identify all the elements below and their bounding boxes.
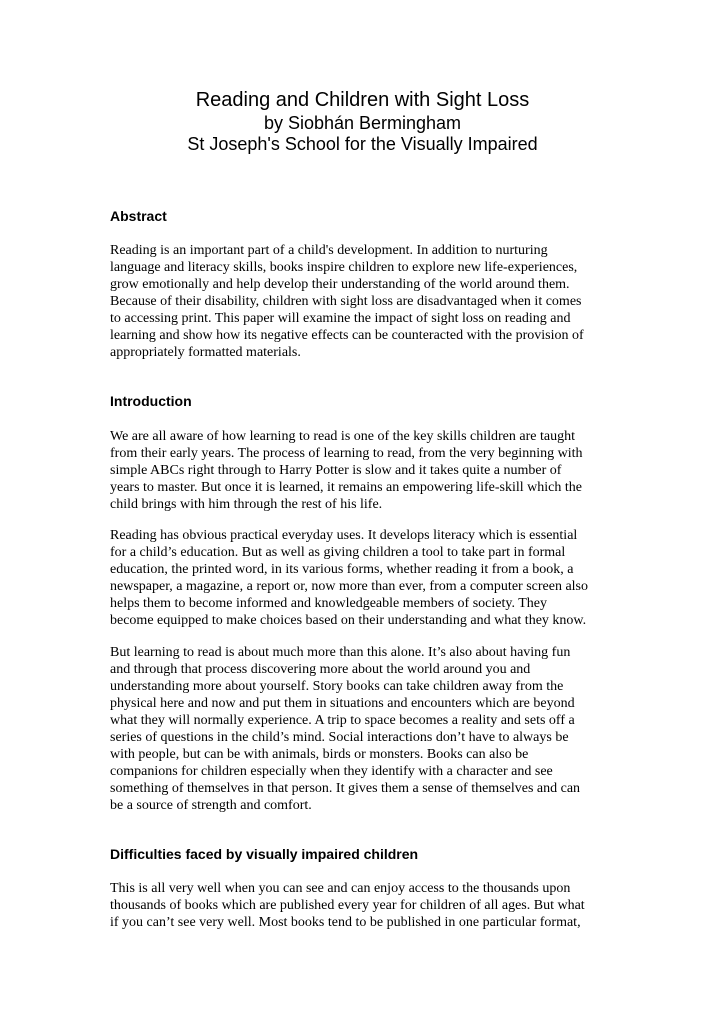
title-block (0, 88, 725, 155)
paper-author: by Siobhán Bermingham (263, 113, 462, 133)
text-line: to accessing print. This paper will examine the impact of sight loss on reading and (110, 311, 571, 326)
text-line: Because of their disability, children with sight loss are disadvantaged when it comes (110, 294, 582, 309)
text-line: This is all very well when you can see and can enjoy access to the thousands upon (110, 881, 571, 896)
text-line: for a child’s education. But as well as giving children a tool to take part in formal (110, 545, 566, 560)
difficulties-heading: Difficulties faced by visually impaired children (110, 846, 419, 862)
text-line: series of questions in the child’s mind. Social interactions don’t have to always be (110, 730, 569, 745)
text-line: We are all aware of how learning to read is one of the key skills children are taught (110, 429, 575, 444)
text-line: Reading is an important part of a child's development. In addition to nurturing (110, 243, 548, 258)
text-line: if you can’t see very well. Most books tend to be published in one particular format, (110, 915, 581, 930)
introduction-paragraph-1 (110, 428, 610, 513)
text-line: and through that process discovering more about the world around you and (110, 662, 531, 677)
text-line: years to master. But once it is learned, it remains an empowering life-skill which the (110, 480, 582, 495)
introduction-paragraph-2 (110, 527, 610, 629)
text-line: child brings with him through the rest of his life. (110, 497, 383, 512)
text-line: be a source of strength and comfort. (110, 798, 312, 813)
text-line: thousands of books which are published every year for children of all ages. But what (110, 898, 585, 913)
text-line: companions for children especially when they identify with a character and see (110, 764, 553, 779)
text-line: with people, but can be with animals, birds or monsters. Books can also be (110, 747, 529, 762)
text-line: language and literacy skills, books inspire children to explore new life-experiences, (110, 260, 578, 275)
text-line: But learning to read is about much more than this alone. It’s also about having fun (110, 645, 571, 660)
text-line: from their early years. The process of learning to read, from the very beginning with (110, 446, 583, 461)
text-line: education, the printed word, in its various forms, whether reading it from a book, a (110, 562, 574, 577)
introduction-paragraph-3 (110, 644, 610, 814)
abstract-paragraph (110, 242, 610, 361)
text-line: learning and show how its negative effects can be counteracted with the provision of (110, 328, 584, 343)
text-line: understanding more about yourself. Story books can take children away from the (110, 679, 564, 694)
introduction-heading: Introduction (110, 393, 192, 409)
text-line: simple ABCs right through to Harry Potter is slow and it takes quite a number of (110, 463, 562, 478)
text-line: grow emotionally and help develop their understanding of the world around them. (110, 277, 570, 292)
paper-title: Reading and Children with Sight Loss (195, 89, 530, 111)
text-line: Reading has obvious practical everyday uses. It develops literacy which is essential (110, 528, 578, 543)
text-line: physical here and now and put them in situations and encounters which are beyond (110, 696, 575, 711)
text-line: helps them to become informed and knowledgeable members of society. They (110, 596, 547, 611)
difficulties-paragraph (110, 880, 610, 931)
text-line: newspaper, a magazine, a report or, now more than ever, from a computer screen also (110, 579, 589, 594)
abstract-heading: Abstract (110, 208, 167, 224)
text-line: become equipped to make choices based on their understanding and what they know. (110, 613, 587, 628)
text-line: something of themselves in that person. It gives them a sense of themselves and can (110, 781, 581, 796)
text-line: appropriately formatted materials. (110, 345, 301, 360)
paper-affiliation: St Joseph's School for the Visually Impaired (187, 134, 538, 154)
text-line: what they will normally experience. A trip to space becomes a reality and sets off a (110, 713, 575, 728)
